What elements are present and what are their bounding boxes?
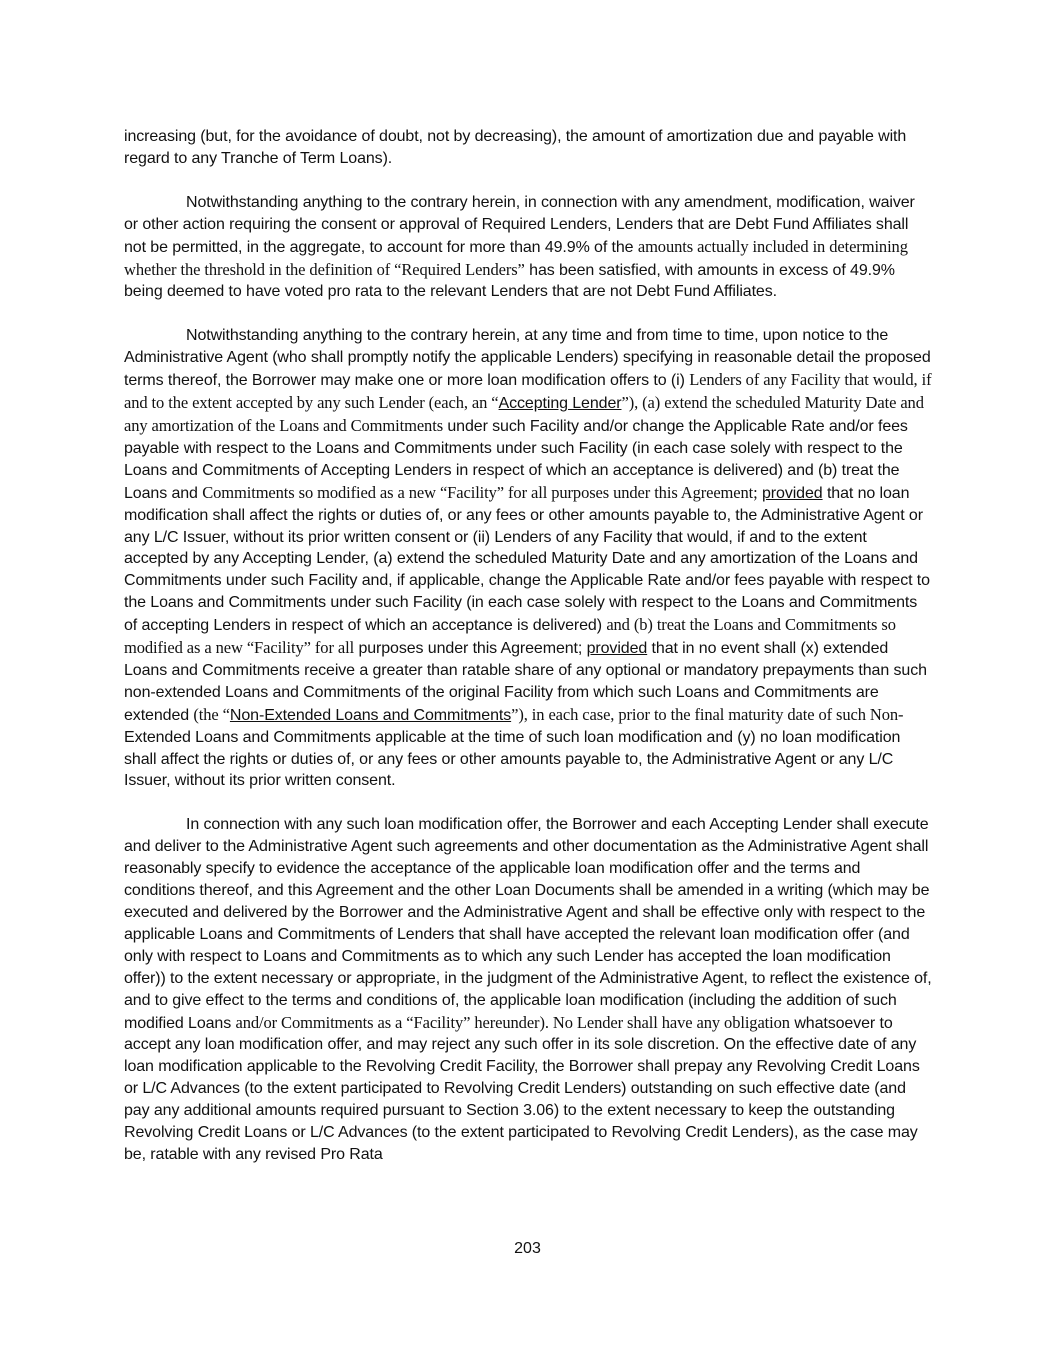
defined-term-provided: provided xyxy=(762,484,823,502)
defined-term-provided-2: provided xyxy=(586,640,648,658)
paragraph-loan-modification-documentation: In connection with any such loan modification offer, the Borrower and each Accepting Lender shall execute and deliver to the Administrative Agent such agreements and other documentation as the Administrative Agent shall reasonably specify to evidence the acceptance of the applicable loan modification offer and the terms and conditions thereof, and this Agreement and the other Loan Documents shall be amended in a writing (which may be executed and delivered by the Borrower and the Administrative Agent and shall be effective only with respect to the applicable Loans and Commitments of Lenders that shall have accepted the relevant loan modification offer (and only with respect to Loans and Commitments as to which any such Lender has accepted the loan modification offer)) to the extent necessary or appropriate, in the judgment of the Administrative Agent, to reflect the existence of, and to give effect to the terms and conditions of, the applicable loan modification (including the addition of such modified Loans and/or Commitments as a “Facility” hereunder). No Lender shall have any obligation whatsoever to accept any loan modification offer, and may reject any such offer in its sole discretion. On the effective date of any loan modification applicable to the Revolving Credit Facility, the Borrower shall prepay any Revolving Credit Loans or L/C Advances (to the extent participated to Revolving Credit Lenders) outstanding on such effective date (and pay any additional amounts required pursuant to Section 3.06) to the extent necessary to keep the outstanding Revolving Credit Loans or L/C Advances (to the extent participated to Revolving Credit Lenders), as the case may be, ratable with any revised Pro Rata xyxy=(124,816,932,1163)
paragraph-debt-fund-affiliates: Notwithstanding anything to the contrary herein, in connection with any amendment, modification, waiver or other action requiring the consent or approval of Required Lenders, Lenders that are Debt Fund Affiliates shall not be permitted, in the aggregate, to account for more than 49.9% of the amounts actually included in determining whether the threshold in the definition of “Required Lenders” has been satisfied, with amounts in excess of 49.9% being deemed to have voted pro rata to the relevant Lenders that are not Debt Fund Affiliates. xyxy=(124,193,915,301)
paragraph-continuation: increasing (but, for the avoidance of doubt, not by decreasing), the amount of amortization due and payable with regard to any Tranche of Term Loans). xyxy=(124,128,907,167)
defined-term-non-extended-loans: Non-Extended Loans and Commitments xyxy=(229,706,512,724)
paragraph-loan-modification-offers: Notwithstanding anything to the contrary herein, at any time and from time to time, upon notice to the Administrative Agent (who shall promptly notify the applicable Lenders) specifying in reasonable detail the proposed terms thereof, the Borrower may make one or more loan modification offers to (i) Lenders of any Facility that would, if and to the extent accepted by any such Lender (each, an “Accepting Lender”), (a) extend the scheduled Maturity Date and any amortization of the Loans and Commitments under such Facility and/or change the Applicable Rate and/or fees payable with respect to the Loans and Commitments under such Facility (in each case solely with respect to the Loans and Commitments of Accepting Lenders in respect of which an acceptance is delivered) and (b) treat the Loans and Commitments so modified as a new “Facility” for all purposes under this Agreement; provided that no loan modification shall affect the rights or duties of, or any fees or other amounts payable to, the Administrative Agent or any L/C Issuer, without its prior written consent or (ii) Lenders of any Facility that would, if and to the extent accepted by any Accepting Lender, (a) extend the scheduled Maturity Date and any amortization of the Loans and Commitments under such Facility and, if applicable, change the Applicable Rate and/or fees payable with respect to the Loans and Commitments under such Facility (in each case solely with respect to the Loans and Commitments of accepting Lenders in respect of which an acceptance is delivered) and (b) treat the Loans and Commitments so modified as a new “Facility” for all purposes under this Agreement; provided that in no event shall (x) extended Loans and Commitments receive a greater than ratable share of any optional or mandatory prepayments than such non-extended Loans and Commitments of the original Facility from which such Loans and Commitments are extended (the “Non-Extended Loans and Commitments”), in each case, prior to the final maturity date of such Non- Extended Loans and Commitments applicable at the time of such loan modification and (y) no loan modification shall affect the rights or duties of, or any fees or other amounts payable to, the Administrative Agent or any L/C Issuer, without its prior written consent. xyxy=(124,327,932,790)
document-body xyxy=(124,126,932,1188)
defined-term-accepting-lender: Accepting Lender xyxy=(498,395,622,413)
page-number: 203 xyxy=(514,1240,541,1257)
